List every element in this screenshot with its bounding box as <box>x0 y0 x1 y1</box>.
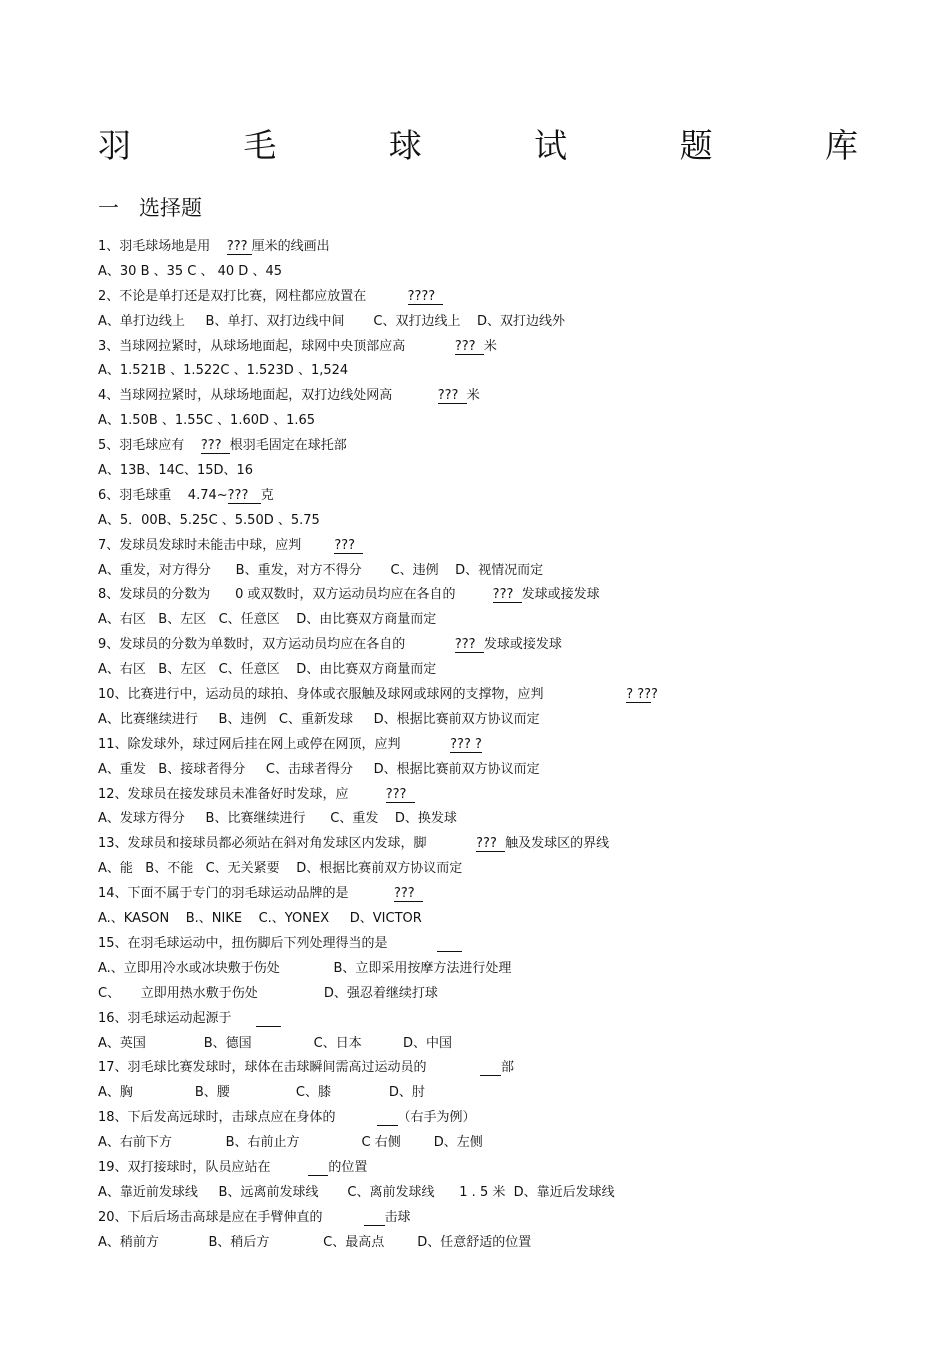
answer-blank <box>364 1210 385 1226</box>
line-suffix: 击球 <box>384 1209 411 1225</box>
line-text: 14、下面不属于专门的羽毛球运动品牌的是 <box>98 886 394 902</box>
answer-options <box>98 857 918 882</box>
line-text: A.、立即用冷水或冰块敷于伤处 B、立即采用按摩方法进行处理 <box>98 960 512 976</box>
question-text <box>98 1007 918 1032</box>
answer-options <box>98 359 918 384</box>
line-suffix: 米 <box>466 388 480 404</box>
line-text: 20、下后后场击高球是应在手臂伸直的 <box>98 1209 364 1225</box>
line-text: A、1.50B 、1.55C 、1.60D 、1.65 <box>98 413 316 429</box>
answer-blank: ???? <box>407 288 444 304</box>
answer-blank: ??? <box>394 886 423 902</box>
line-text: A、30 B 、35 C 、 40 D 、45 <box>98 263 282 279</box>
answer-options <box>98 982 918 1007</box>
line-text: A、右前下方 B、右前止方 C 右侧 D、左侧 <box>98 1135 483 1151</box>
answer-blank: ??? ? <box>450 736 482 752</box>
line-text: 11、除发球外，球过网后挂在网上或停在网顶，应判 <box>98 736 451 752</box>
answer-blank <box>377 1110 398 1126</box>
answer-blank <box>480 1060 501 1076</box>
answer-blank: ??? <box>226 239 252 254</box>
line-text: 8、发球员的分数为 0 或双数时，双方运动员均应在各自的 <box>98 587 493 603</box>
line-text: 16、羽毛球运动起源于 <box>98 1010 257 1026</box>
line-text: A、重发，对方得分 B、重发，对方不得分 C、违例 D、视情况而定 <box>98 562 544 578</box>
answer-options <box>98 708 918 733</box>
answer-blank: ??? <box>476 836 506 852</box>
line-text: A、英国 B、德国 C、日本 D、中国 <box>98 1035 453 1051</box>
line-text: 3、当球网拉紧时，从球场地面起，球网中央顶部应高 <box>98 338 455 354</box>
line-suffix: 部 <box>500 1060 514 1076</box>
question-text <box>98 235 918 260</box>
line-text: A、右区 B、左区 C、任意区 D、由比赛双方商量而定 <box>98 662 437 678</box>
title-char: 题 <box>679 125 713 165</box>
answer-options <box>98 559 918 584</box>
answer-blank: ??? <box>454 338 484 354</box>
line-text: 2、不论是单打还是双打比赛，网柱都应放置在 <box>98 288 408 304</box>
line-text: A、右区 B、左区 C、任意区 D、由比赛双方商量而定 <box>98 612 437 628</box>
line-suffix: 克 <box>260 487 274 503</box>
question-text <box>98 783 918 808</box>
question-text <box>98 733 918 758</box>
answer-options <box>98 608 918 633</box>
line-suffix: 发球或接发球 <box>483 637 562 653</box>
question-text <box>98 932 918 957</box>
line-text: A、重发 B、接球者得分 C、击球者得分 D、根据比赛前双方协议而定 <box>98 761 540 777</box>
answer-blank <box>308 1160 329 1176</box>
line-suffix: ? <box>651 687 658 703</box>
title-char: 球 <box>388 125 422 165</box>
answer-blank: ??? <box>454 637 484 653</box>
question-text <box>98 484 918 509</box>
line-suffix: 米 <box>483 338 497 354</box>
answer-blank: ??? <box>200 438 230 454</box>
line-text: A、1.521B 、1.522C 、1.523D 、1,524 <box>98 363 349 379</box>
line-text: 13、发球员和接球员都必须站在斜对角发球区内发球，脚 <box>98 836 477 852</box>
question-text <box>98 1156 918 1181</box>
answer-blank: ??? <box>437 388 467 404</box>
line-text: 4、当球网拉紧时，从球场地面起，双打边线处网高 <box>98 388 438 404</box>
section-heading: 一 选择题 <box>98 196 203 220</box>
question-text <box>98 832 918 857</box>
question-text <box>98 335 918 360</box>
question-text <box>98 1206 918 1231</box>
question-text <box>98 534 918 559</box>
answer-blank: ? ?? <box>626 687 652 703</box>
line-text: 5、羽毛球应有 <box>98 438 201 454</box>
line-text: 15、在羽毛球运动中，扭伤脚后下列处理得当的是 <box>98 935 438 951</box>
answer-blank: ??? <box>334 537 364 553</box>
line-text: A.、KASON B.、NIKE C.、YONEX D、VICTOR <box>98 911 422 927</box>
line-text: A、胸 B、腰 C、膝 D、肘 <box>98 1085 425 1101</box>
title-char: 毛 <box>243 125 277 165</box>
question-text <box>98 1106 918 1131</box>
answer-options <box>98 807 918 832</box>
question-text <box>98 1056 918 1081</box>
line-suffix: 触及发球区的界线 <box>505 836 610 852</box>
answer-options <box>98 409 918 434</box>
answer-options <box>98 758 918 783</box>
answer-options <box>98 1181 918 1206</box>
line-text: 10、比赛进行中，运动员的球拍、身体或衣服触及球网或球网的支撑物，应判 <box>98 687 627 703</box>
line-suffix: 的位置 <box>328 1159 368 1175</box>
question-list <box>98 235 918 1256</box>
answer-options <box>98 957 918 982</box>
line-text: A、发球方得分 B、比赛继续进行 C、重发 D、换发球 <box>98 811 457 827</box>
answer-options <box>98 1131 918 1156</box>
answer-blank: ??? <box>227 487 261 503</box>
page-title <box>98 118 858 168</box>
answer-options <box>98 1231 918 1256</box>
line-text: A、5．00B、5.25C 、5.50D 、5.75 <box>98 512 320 528</box>
answer-blank: ??? <box>385 786 415 802</box>
question-text <box>98 633 918 658</box>
line-text: C、 立即用热水敷于伤处 D、强忍着继续打球 <box>98 985 438 1001</box>
answer-options <box>98 459 918 484</box>
question-text <box>98 882 918 907</box>
question-text <box>98 434 918 459</box>
question-text <box>98 683 918 708</box>
title-char: 羽 <box>98 125 131 165</box>
answer-options <box>98 260 918 285</box>
line-text: 6、羽毛球重 4.74~ <box>98 487 228 503</box>
answer-blank: ??? <box>492 587 522 603</box>
line-suffix: 发球或接发球 <box>521 587 600 603</box>
title-char: 试 <box>534 125 568 165</box>
line-text: A、能 B、不能 C、无关紧要 D、根据比赛前双方协议而定 <box>98 861 463 877</box>
question-text <box>98 583 918 608</box>
question-text <box>98 384 918 409</box>
line-text: A、稍前方 B、稍后方 C、最高点 D、任意舒适的位置 <box>98 1234 532 1250</box>
line-suffix: 厘米的线画出 <box>251 239 330 254</box>
line-text: A、单打边线上 B、单打、双打边线中间 C、双打边线上 D、双打边线外 <box>98 313 566 329</box>
line-suffix: （右手为例） <box>397 1110 476 1126</box>
question-text <box>98 285 918 310</box>
line-text: A、靠近前发球线 B、远离前发球线 C、离前发球线 1 . 5 米 D、靠近后发球线 <box>98 1184 615 1200</box>
line-text: A、比赛继续进行 B、违例 C、重新发球 D、根据比赛前双方协议而定 <box>98 711 540 727</box>
line-suffix: 根羽毛固定在球托部 <box>229 438 347 454</box>
answer-options <box>98 1032 918 1057</box>
answer-options <box>98 907 918 932</box>
line-text: 7、发球员发球时未能击中球，应判 <box>98 537 335 553</box>
answer-blank <box>256 1011 281 1027</box>
line-text: A、13B、14C、15D、16 <box>98 463 254 479</box>
line-text: 1、羽毛球场地是用 <box>98 239 227 254</box>
answer-options <box>98 310 918 335</box>
answer-options <box>98 658 918 683</box>
line-text: 12、发球员在接发球员未准备好时发球，应 <box>98 786 386 802</box>
title-char: 库 <box>824 125 858 165</box>
answer-options <box>98 509 918 534</box>
line-text: 17、羽毛球比赛发球时，球体在击球瞬间需高过运动员的 <box>98 1060 481 1076</box>
answer-options <box>98 1081 918 1106</box>
line-text: 9、发球员的分数为单数时，双方运动员均应在各自的 <box>98 637 455 653</box>
answer-blank <box>437 936 462 952</box>
line-text: 18、下后发高远球时，击球点应在身体的 <box>98 1110 377 1126</box>
line-text: 19、双打接球时，队员应站在 <box>98 1159 308 1175</box>
